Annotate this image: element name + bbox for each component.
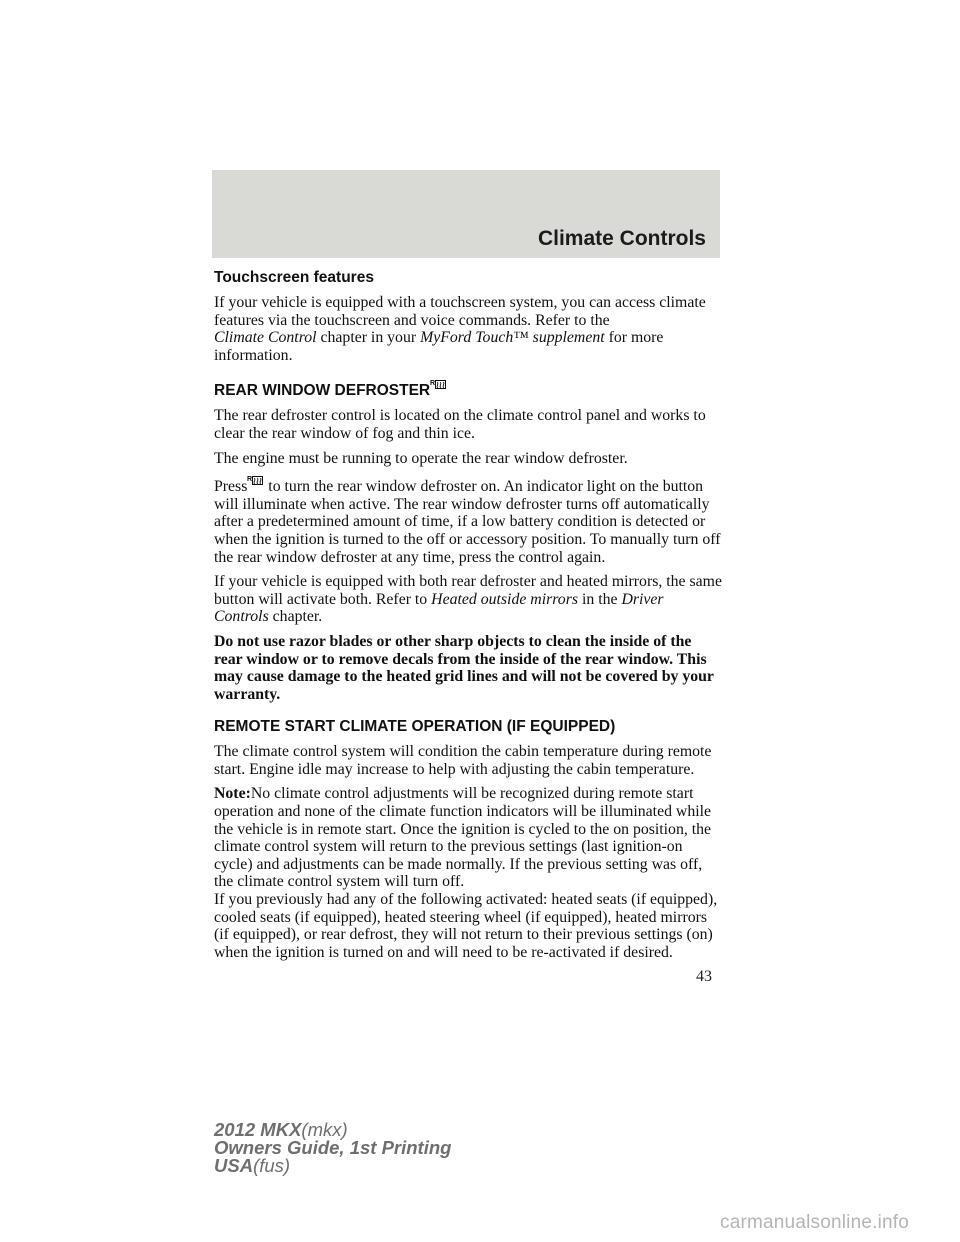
defroster-engine-paragraph: The engine must be running to operate the rear window defroster. <box>214 449 628 467</box>
rear-defrost-icon <box>430 378 447 391</box>
climate-control-ref: Climate Control <box>214 329 317 347</box>
footer-model-code: (mkx) <box>301 1119 348 1140</box>
remote-start-note <box>214 785 722 891</box>
remote-start-heading: REMOTE START CLIMATE OPERATION (IF EQUIPPED) <box>214 718 616 736</box>
footer-region-code: (fus) <box>253 1155 291 1176</box>
mirrors-text-2: in the <box>578 590 622 608</box>
footer-model: 2012 MKX <box>214 1119 302 1140</box>
note-label: Note: <box>214 785 251 803</box>
chapter-header-band <box>212 170 720 258</box>
defroster-heading-line <box>214 378 722 400</box>
myford-touch-ref: MyFord Touch™ supplement <box>420 329 605 347</box>
driver-controls-ref: Driver Controls <box>214 590 664 626</box>
site-watermark: carmanualsonline.info <box>720 1212 910 1233</box>
page-number: 43 <box>696 968 712 985</box>
print-footer <box>214 1121 451 1175</box>
chapter-title: Climate Controls <box>537 227 706 250</box>
defroster-heading: REAR WINDOW DEFROSTER <box>214 382 431 400</box>
mirrors-text-3: chapter. <box>268 608 323 626</box>
page-content <box>214 268 722 968</box>
touchscreen-paragraph <box>214 294 722 364</box>
touchscreen-text-3: for more information. <box>214 329 664 364</box>
defroster-press-paragraph <box>214 474 722 566</box>
svg-text:R: R <box>247 476 253 484</box>
heated-mirrors-paragraph <box>214 573 722 626</box>
touchscreen-heading: Touchscreen features <box>214 269 374 286</box>
remote-start-reactivate-paragraph: If you previously had any of the following activated: heated seats (if equipped), cooled seats (if equipped), heated steering wheel (if equipped), heated mirrors (if equipped), or rear defrost, they will not return to their previous settings (on) when the ignition is turned on and will need to be re-activated if desired. <box>214 891 718 961</box>
touchscreen-text-1: If your vehicle is equipped with a touchscreen system, you can access climate features via the touchscreen and voice commands. Refer to the <box>214 294 706 329</box>
touchscreen-text-2: chapter in your <box>316 329 421 347</box>
heated-mirrors-ref: Heated outside mirrors <box>431 590 579 608</box>
footer-guide: Owners Guide, 1st Printing <box>214 1137 452 1158</box>
press-text: to turn the rear window defroster on. An indicator light on the button will illuminate when active. The rear window defroster turns off automatically after a predetermined amount of time, if a low battery condition is detected or when the ignition is turned to the off or accessory position. To manually turn off the rear window defroster at any time, press the control again. <box>214 478 721 566</box>
mirrors-text-1: If your vehicle is equipped with both rear defroster and heated mirrors, the same button will activate both. Refer to <box>214 573 722 608</box>
svg-text:R: R <box>430 380 436 388</box>
defroster-location-paragraph: The rear defroster control is located on the climate control panel and works to clear the rear window of fog and thin ice. <box>214 407 706 442</box>
remote-start-paragraph: The climate control system will condition the cabin temperature during remote start. Engine idle may increase to help with adjusting the cabin temperature. <box>214 743 712 778</box>
note-text: No climate control adjustments will be recognized during remote start operation and none of the climate function indicators will be illuminated while the vehicle is in remote start. Once the ignition is cycled to the on position, the climate control system will return to the previous settings (last ignition-on cycle) and adjustments can be made normally. If the previous setting was off, the climate control system will turn off. <box>214 785 712 891</box>
defroster-warning: Do not use razor blades or other sharp objects to clean the inside of the rear window or to remove decals from the inside of the rear window. This may cause damage to the heated grid lines and will not be covered by your warranty. <box>214 632 714 703</box>
footer-region: USA <box>214 1155 254 1176</box>
press-word: Press <box>214 478 248 496</box>
rear-defrost-inline-icon <box>247 474 264 487</box>
